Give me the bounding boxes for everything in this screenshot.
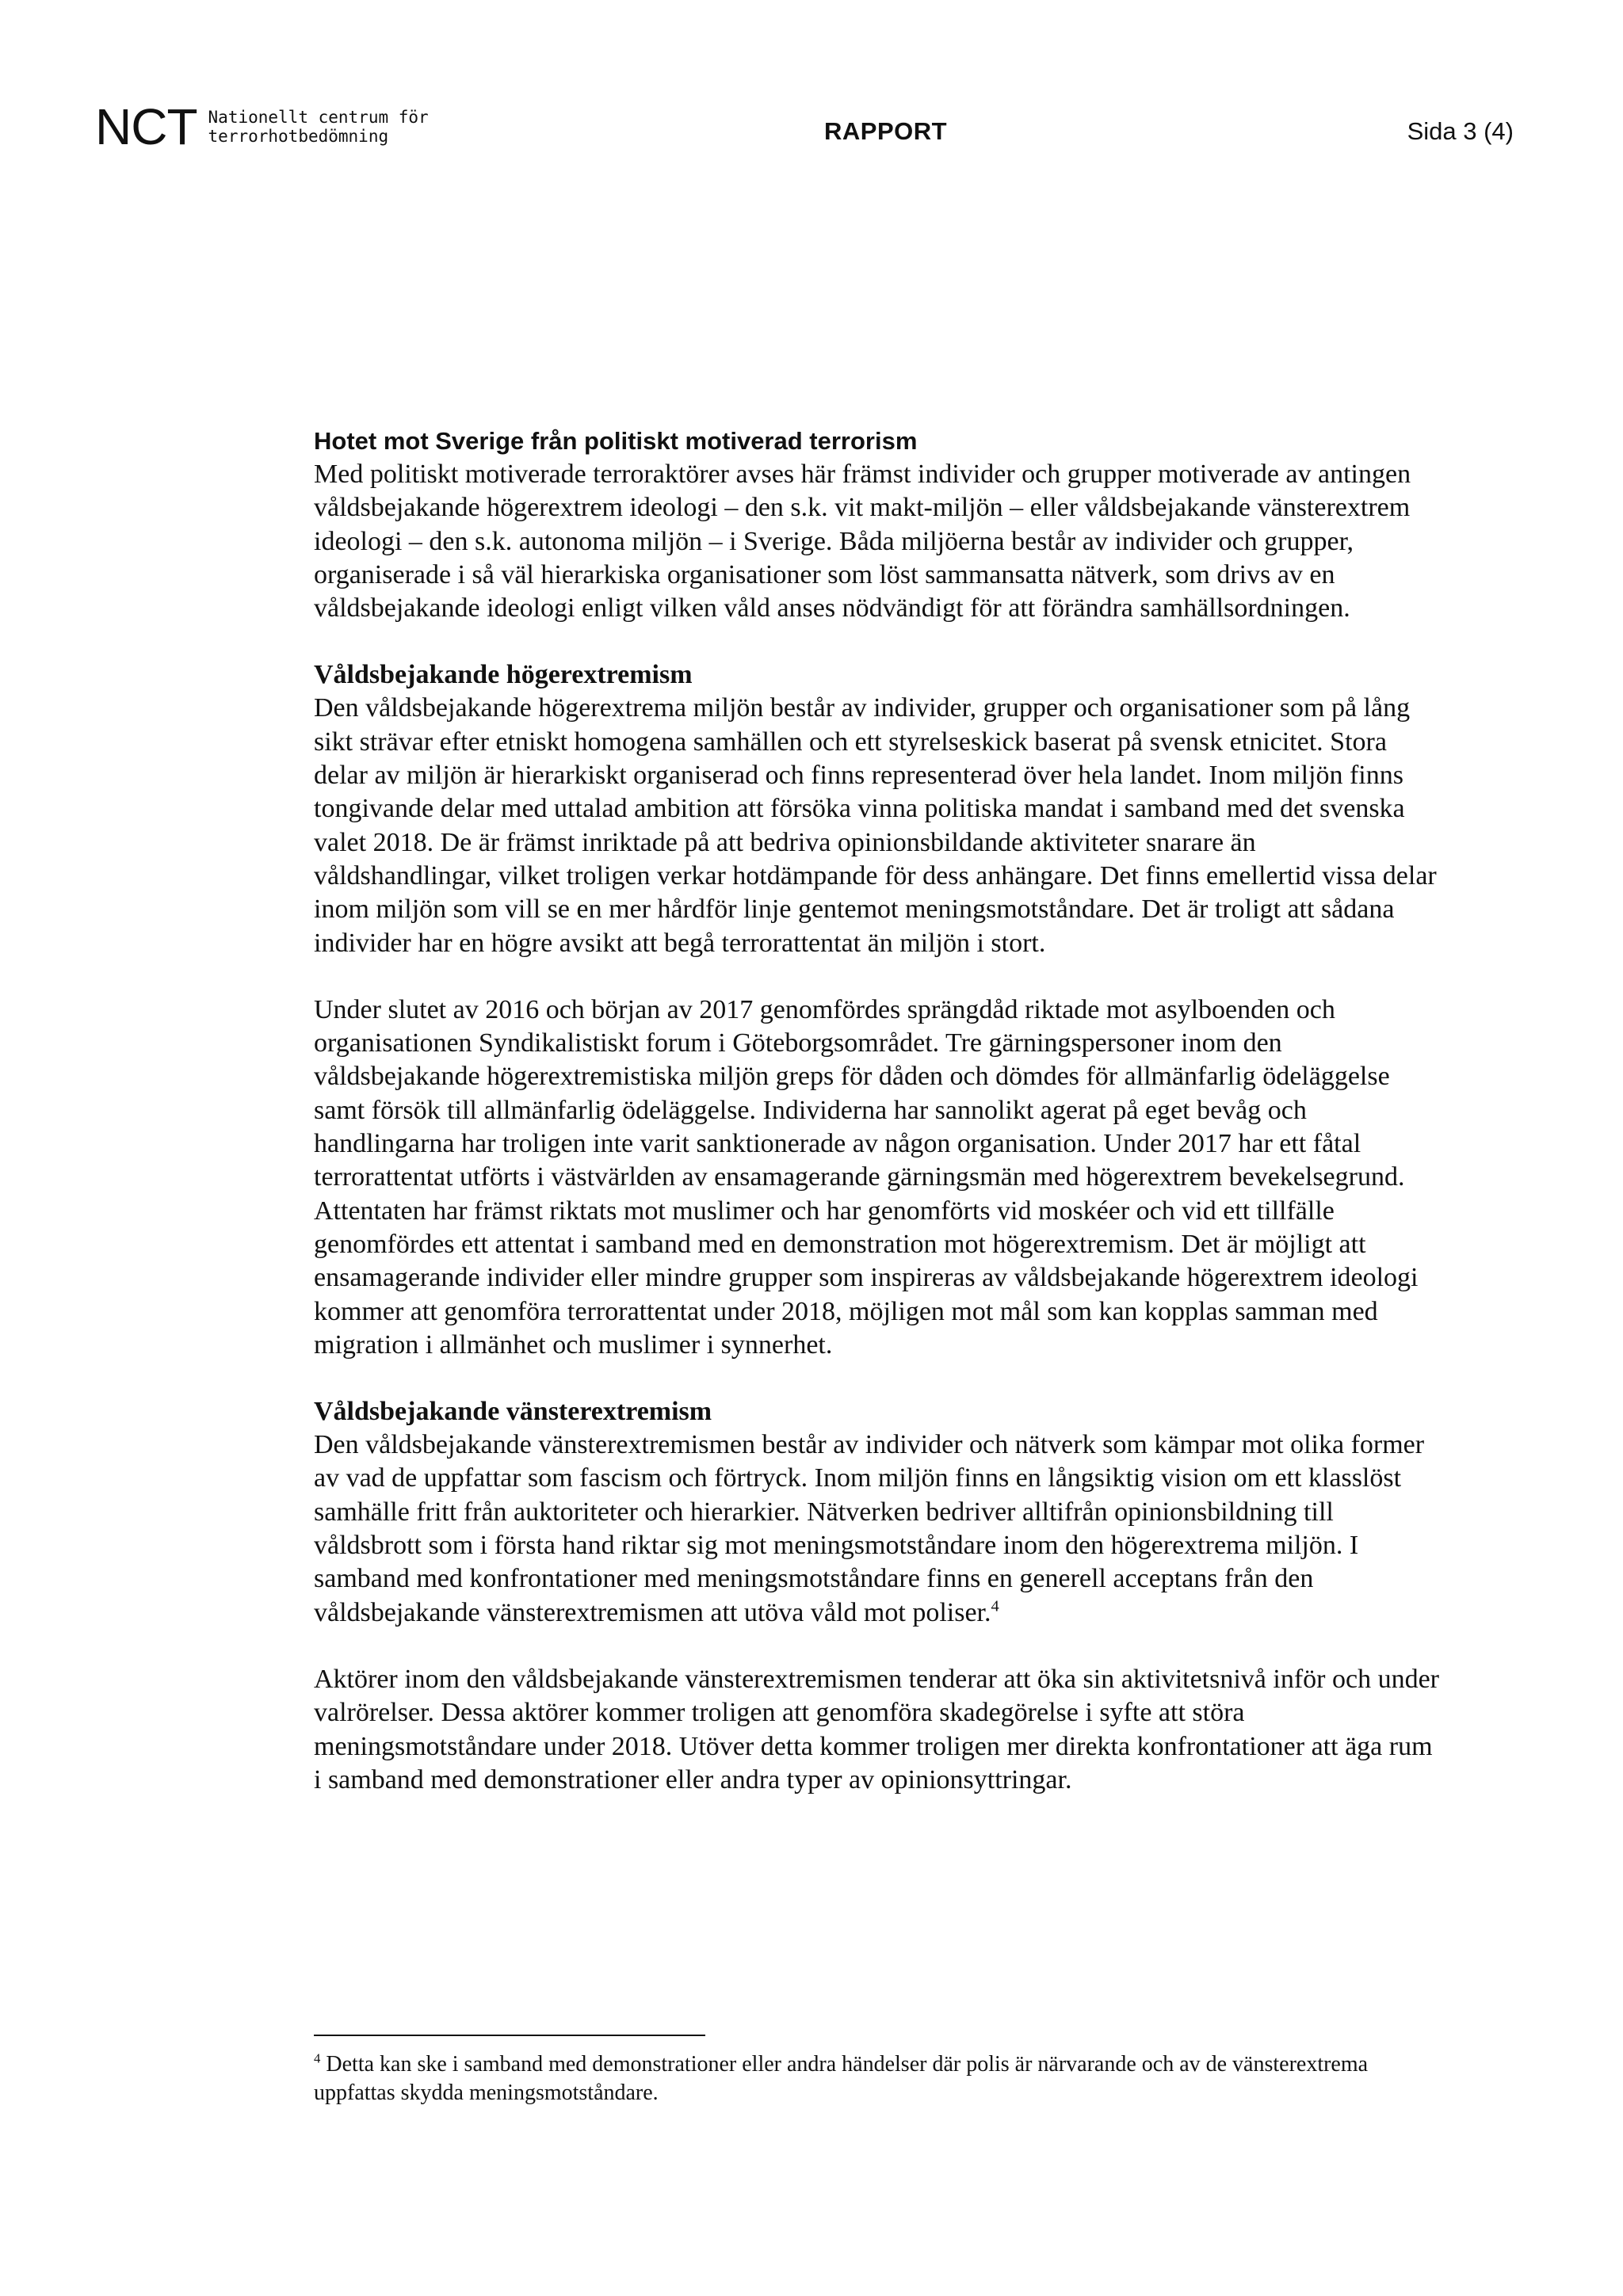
footnote-divider (314, 2035, 705, 2036)
logo-text (208, 108, 429, 146)
footnote-text: Detta kan ske i samband med demonstrationer eller andra händelser där polis är närvarande och av de vänsterextrema uppfattas skydda meningsmotståndare. (314, 2052, 1369, 2105)
right-wing-paragraph-1: Den våldsbejakande högerextrema miljön består av individer, grupper och organisationer som på lång sikt strävar efter etniskt homogena samhällen och ett styrelseskick baserat på svensk etnicitet. Stora delar av miljön är hierarkiskt organiserad och finns representerad över hela landet. Inom miljön finns tongivande delar med uttalad ambition att försöka vinna politiska mandat i samband med det svenska valet 2018. De är främst inriktade på att bedriva opinionsbildande aktiviteter snarare än våldshandlingar, vilket troligen verkar hotdämpande för dess anhängare. Det finns emellertid vissa delar inom miljön som vill se en mer hårdför linje gentemot meningsmotståndare. Det är troligt att sådana individer har en högre avsikt att begå terrorattentat än miljön i stort. (314, 693, 1437, 958)
right-wing-paragraph-2: Under slutet av 2016 och början av 2017 genomfördes sprängdåd riktade mot asylboenden och organisationen Syndikalistiskt forum i Göteborgsområdet. Tre gärningspersoner inom den våldsbejakande högerextremistiska miljön greps för dåden och dömdes för allmänfarlig ödeläggelse samt försök till allmänfarlig ödeläggelse. Individerna har sannolikt agerat på eget bevåg och handlingarna har troligen inte varit sanktionerade av någon organisation. Under 2017 har ett fåtal terrorattentat utförts i västvärlden av ensamagerande gärningsmän med högerextrem bevekelsegrund. Attentaten har främst riktats mot muslimer och har genomförts vid moskéer och vid ett tillfälle genomfördes ett attentat i samband med en demonstration mot högerextremism. Det är möjligt att ensamagerande individer eller mindre grupper som inspireras av våldsbejakande högerextrem ideologi kommer att genomföra terrorattentat under 2018, möjligen mot mål som kan kopplas samman med migration i allmänhet och muslimer i synnerhet. (314, 994, 1419, 1360)
left-wing-paragraph-1 (314, 1428, 1439, 1630)
left-wing-paragraph-2: Aktörer inom den våldsbejakande vänsterextremismen tenderar att öka sin aktivitetsnivå inför och under valrörelser. Dessa aktörer kommer troligen att genomföra skadegörelse i syfte att störa meningsmotståndare under 2018. Utöver detta kommer troligen mer direkta konfrontationer att äga rum i samband med demonstrationer eller andra typer av opinionsyttringar. (314, 1664, 1439, 1794)
left-wing-heading: Våldsbejakande vänsterextremism (314, 1397, 712, 1427)
page-header (95, 98, 1514, 155)
section-title: Hotet mot Sverige från politiskt motiverad terrorism (314, 427, 918, 455)
footnote-number: 4 (314, 2050, 321, 2066)
footnote-reference[interactable]: 4 (991, 1597, 999, 1615)
footnote (314, 2050, 1439, 2107)
page-number: Sida 3 (4) (1407, 117, 1514, 145)
logo-line-1: Nationellt centrum för (208, 108, 429, 127)
nct-logo (95, 98, 429, 155)
logo-line-2: terrorhotbedömning (208, 127, 389, 146)
left-wing-paragraph-1-text: Den våldsbejakande vänsterextremismen består av individer och nätverk som kämpar mot olika former av vad de uppfattar som fascism och förtryck. Inom miljön finns en långsiktig vision om ett klasslöst samhälle fritt från auktoriteter och hierarkier. Nätverken bedriver alltifrån opinionsbildning till våldsbrott som i första hand riktar sig mot meningsmotståndare inom den högerextrema miljön. I samband med konfrontationer med meningsmotståndare finns en generell acceptans från den våldsbejakande vänsterextremismen att utöva våld mot poliser. (314, 1430, 1425, 1627)
right-wing-heading: Våldsbejakande högerextremism (314, 660, 693, 690)
document-type: RAPPORT (824, 117, 948, 145)
logo-mark: NCT (95, 98, 197, 155)
main-content (314, 425, 1439, 1797)
intro-paragraph: Med politiskt motiverade terroraktörer avses här främst individer och grupper motiverade av antingen våldsbejakande högerextrem ideologi – den s.k. vit makt-miljön – eller våldsbejakande vänsterextrem ideologi – den s.k. autonoma miljön – i Sverige. Båda miljöerna består av individer och grupper, organiserade i så väl hierarkiska organisationer som löst sammansatta nätverk, som drivs av en våldsbejakande ideologi enligt vilken våld anses nödvändigt för att förändra samhällsordningen. (314, 460, 1411, 624)
